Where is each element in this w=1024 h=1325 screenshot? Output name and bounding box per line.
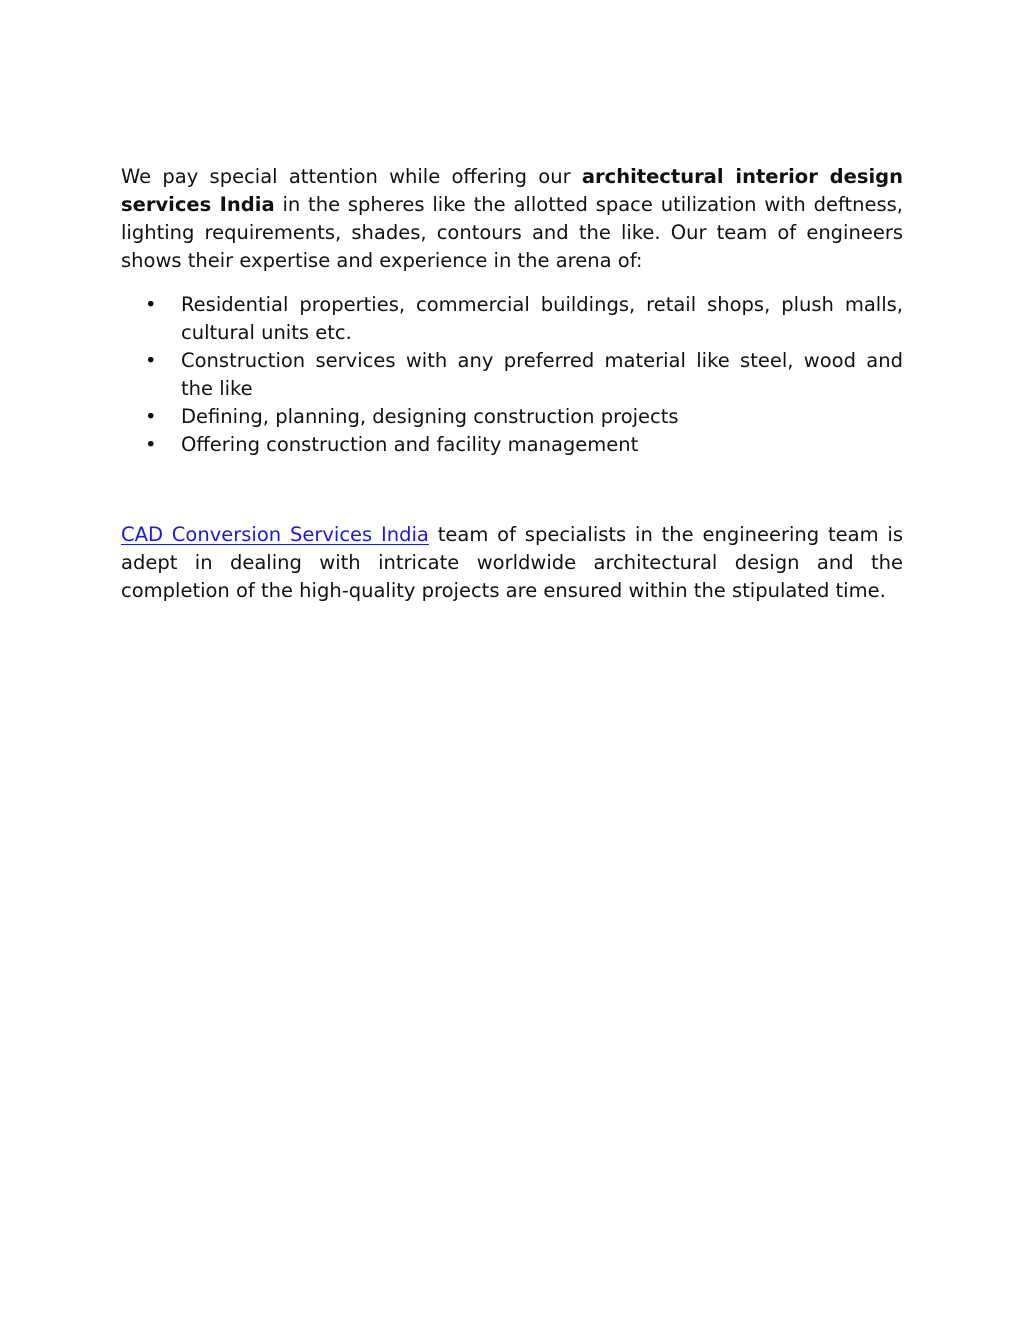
bullet-text: Offering construction and facility management — [181, 433, 639, 456]
services-bullet-list — [121, 291, 903, 459]
intro-rest-text: in the spheres like the allotted space utilization with deftness, lighting requirements, shades, contours and the like. Our team of engineers shows their expertise and experience in the arena of: — [121, 193, 903, 272]
bullet-text: Residential properties, commercial buildings, retail shops, plush malls, cultural units etc. — [181, 293, 903, 344]
bullet-icon: • — [145, 405, 157, 428]
intro-paragraph — [121, 163, 903, 275]
list-item — [121, 403, 903, 431]
bullet-text: Construction services with any preferred material like steel, wood and the like — [181, 349, 903, 400]
intro-lead-text: We pay special attention while offering our — [121, 165, 582, 188]
bullet-icon: • — [145, 293, 157, 316]
list-item — [121, 291, 903, 347]
bullet-icon: • — [145, 433, 157, 456]
closing-rest-text: team of specialists in the engineering team is adept in dealing with intricate worldwide architectural design and the completion of the high-quality projects are ensured within the stipulated time. — [121, 523, 903, 602]
closing-paragraph — [121, 521, 903, 605]
bullet-text: Defining, planning, designing construction projects — [181, 405, 679, 428]
list-item — [121, 347, 903, 403]
document-body — [121, 163, 903, 605]
cad-conversion-services-link[interactable]: CAD Conversion Services India — [121, 523, 429, 546]
bullet-icon: • — [145, 349, 157, 372]
list-item — [121, 431, 903, 459]
intro-bold-phrase: architectural interior design services India — [121, 165, 903, 216]
